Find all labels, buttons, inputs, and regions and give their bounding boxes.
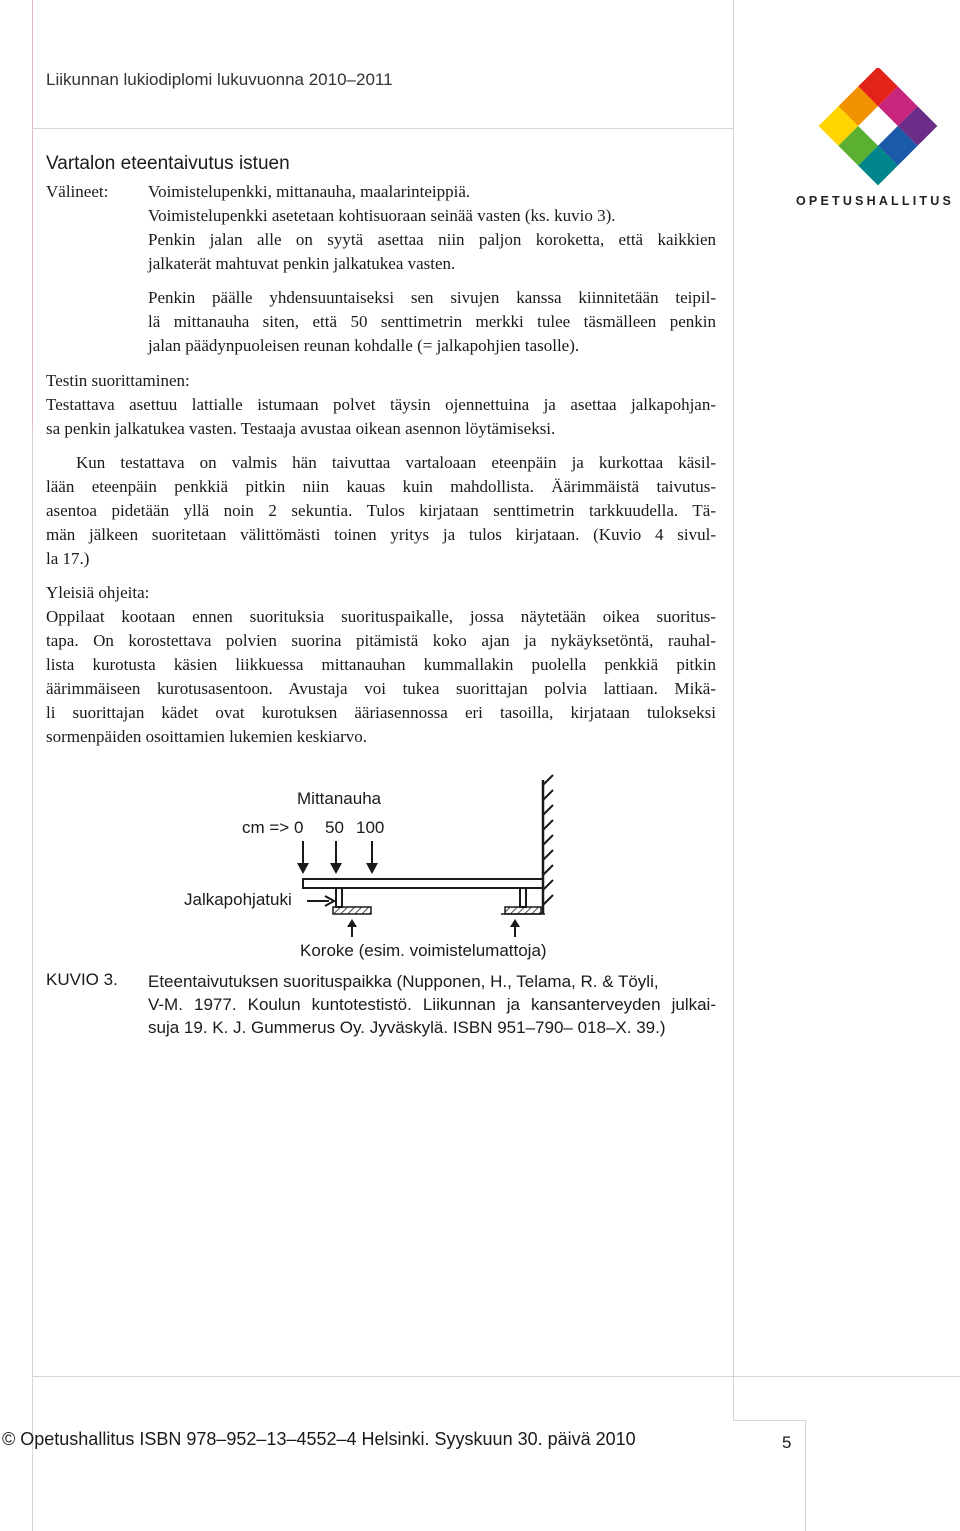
section-title: Vartalon eteentaivutus istuen [46,153,290,174]
figure-number: KUVIO 3. [46,970,118,989]
arrowhead-icon [297,863,309,874]
equipment-text [148,180,716,276]
text-line: asentoa pidetään yllä noin 2 sekuntia. Tulos kirjataan senttimetrin tarkkuudella. Tä- [46,501,716,520]
bench-top [303,879,543,888]
footer-rule [733,1420,805,1421]
wall-hatch [543,775,553,905]
performance-heading: Testin suorittaminen: [46,371,190,390]
tape-label: Mittanauha [297,789,382,808]
footer-rule [32,1376,960,1377]
riser-block [333,907,371,914]
margin-rule [32,430,33,1531]
text-line: Penkin päälle yhdensuuntaiseksi sen sivujen kanssa kiinnitetään teipil- [148,288,716,307]
column-rule [733,0,734,1420]
arrowhead-icon [330,863,342,874]
text-line: jalan päädynpuoleisen reunan kohdalle (= jalkapohjien tasolle). [148,336,580,355]
caption-line: Eteentaivutuksen suorituspaikka (Nupponen, H., Telama, R. & Töyli, [148,972,659,991]
general-paragraph [46,605,716,749]
performance-paragraph [46,393,716,441]
text-line: la 17.) [46,549,90,568]
scale-zero-label: cm => 0 [242,818,304,837]
riser-block [505,907,541,914]
logo-diamond-icon [790,68,940,186]
text-line: li suorittajan kädet ovat kurotuksen ääriasennossa eri tasoilla, kirjataan tulokseksi [46,703,716,722]
riser-arrowhead-icon [347,919,357,927]
text-line: Penkin jalan alle on syytä asettaa niin paljon koroketta, että kaikkien [148,230,716,249]
text-line: Testattava asettuu lattialle istumaan polvet täysin ojennettuina ja asettaa jalkapohjan- [46,395,716,414]
text-line: lä mittanauha siten, että 50 senttimetrin merkki tulee täsmälleen penkin [148,312,716,331]
performance-paragraph [46,451,716,571]
arrowhead-icon [366,863,378,874]
riser-arrowhead-icon [510,919,520,927]
caption-line: suja 19. K. J. Gummerus Oy. Jyväskylä. ISBN 951–790– 018–X. 39.) [148,1018,666,1037]
text-line: äärimmäiseen kurotusasentoon. Avustaja voi tukea suorittajan polvia lattiaan. Mikä- [46,679,716,698]
text-line: Voimistelupenkki, mittanauha, maalarinteippiä. [148,182,471,201]
opetushallitus-logo [790,68,940,191]
header-rule [32,128,734,129]
running-header: Liikunnan lukiodiplomi lukuvuonna 2010–2011 [46,70,393,89]
scale-50-label: 50 [325,818,344,837]
text-line: Voimistelupenkki asetetaan kohtisuoraan seinää vasten (ks. kuvio 3). [148,206,616,225]
bench-diagram-svg [175,775,575,965]
equipment-label: Välineet: [46,182,109,201]
scale-100-label: 100 [356,818,385,837]
text-line: lista kurotusta käsien liikkuessa mittanauhan kummallakin puolella penkkiä pitkin [46,655,716,674]
text-line: Oppilaat kootaan ennen suorituksia suorituspaikalle, jossa näytetään oikea suoritus- [46,607,716,626]
page-number: 5 [782,1433,792,1452]
text-line: män jälkeen suoritetaan välittömästi toinen yritys ja tulos kirjataan. (Kuvio 4 sivul- [46,525,716,544]
figure-caption [148,970,716,1039]
equipment-text [148,286,716,358]
text-line: sa penkin jalkatukea vasten. Testaaja avustaa oikean asennon löytämiseksi. [46,419,556,438]
footrest-label: Jalkapohjatuki [184,890,292,909]
text-line: lään eteenpäin penkkiä pitkin niin kauas kuin mahdollista. Äärimmäistä taivutus- [46,477,716,496]
caption-line: V-M. 1977. Koulun kuntotestistö. Liikunnan ja kansanterveyden julkai- [148,995,716,1014]
bench-leg [520,888,526,907]
text-line: sormenpäiden osoittamien lukemien keskiarvo. [46,727,368,746]
general-heading: Yleisiä ohjeita: [46,583,150,602]
text-line: tapa. On korostettava polvien suorina pitämistä koko ajan ja nykäyksetöntä, rauhal- [46,631,716,650]
margin-rule [32,0,33,430]
text-line: Kun testattava on valmis hän taivuttaa vartaloaan eteenpäin ja kurkottaa käsil- [76,453,716,472]
text-line: jalkaterät mahtuvat penkin jalkatukea vasten. [148,254,456,273]
bench-diagram [175,775,575,970]
footer-rule [805,1420,806,1531]
riser-label: Koroke (esim. voimistelumattoja) [300,941,547,960]
footer-copyright: © Opetushallitus ISBN 978–952–13–4552–4 Helsinki. Syyskuun 30. päivä 2010 [2,1429,636,1449]
bench-leg [336,888,342,907]
logo-wordmark: OPETUSHALLITUS [796,194,954,208]
